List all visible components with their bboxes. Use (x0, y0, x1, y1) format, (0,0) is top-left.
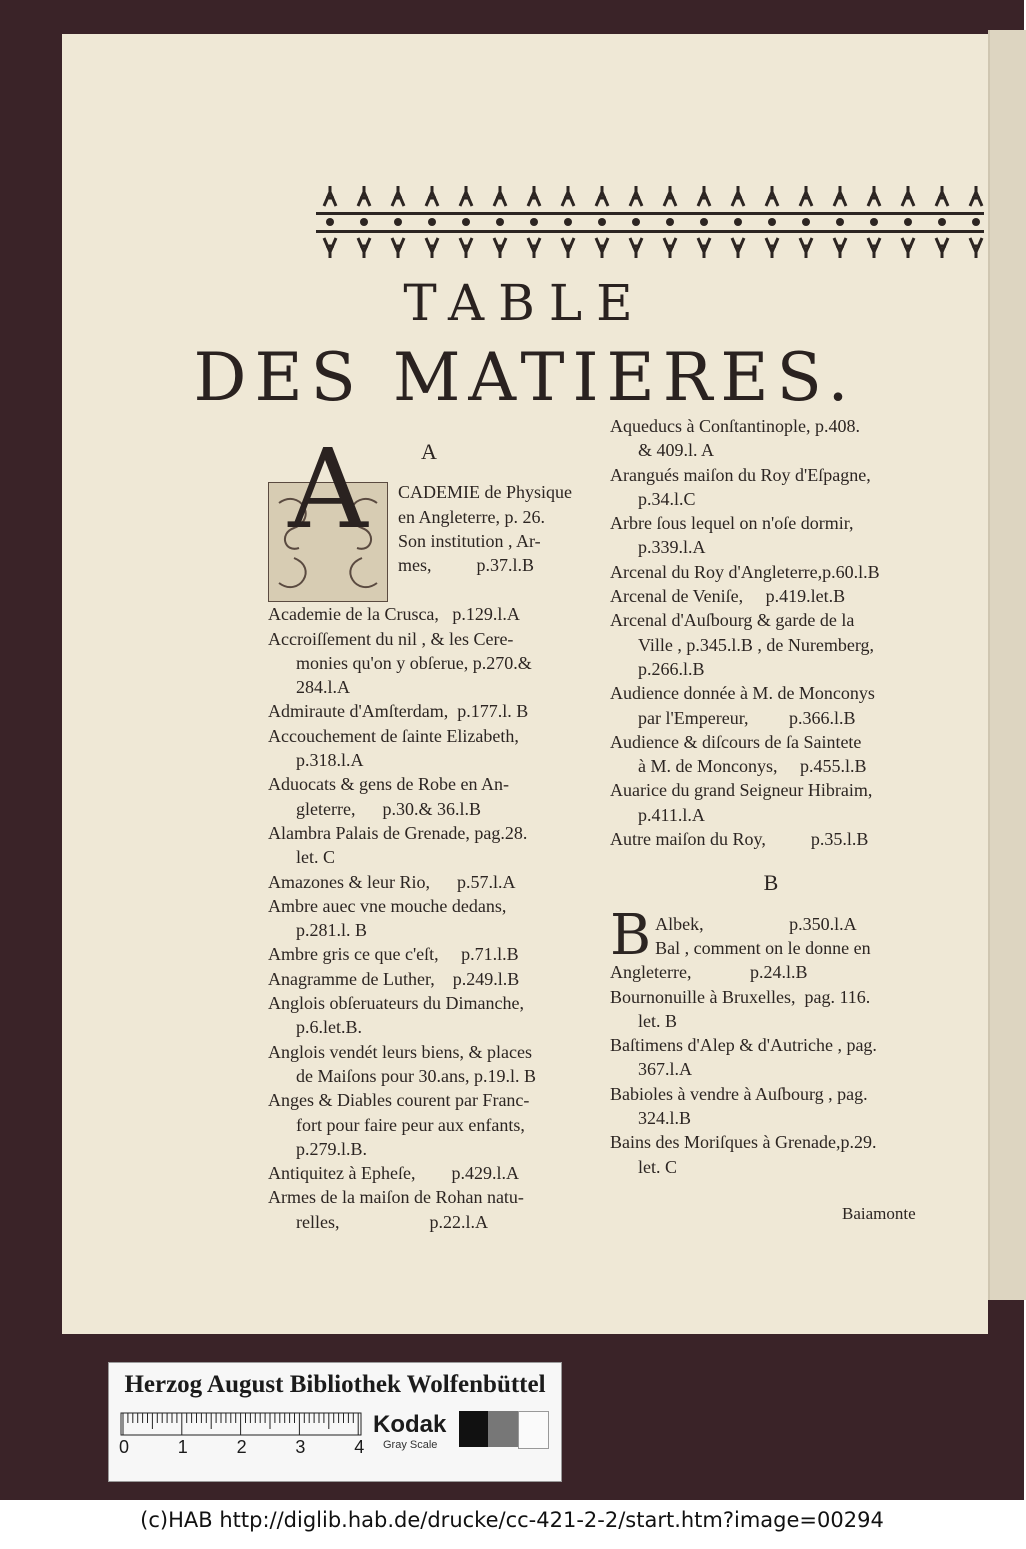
index-entry-line: mes, p.37.l.B (398, 555, 535, 576)
fleuron-icon (834, 238, 846, 258)
index-entry-line: Arbre ſous lequel on n'oſe dormir, (610, 513, 854, 534)
fleuron-icon (766, 238, 778, 258)
index-entry (268, 602, 590, 626)
fleuron-icon (562, 238, 574, 258)
index-entry-line: à M. de Monconys, p.455.l.B (638, 756, 867, 777)
index-entry-line: p.266.l.B (638, 658, 705, 679)
index-entry (268, 1040, 590, 1089)
index-entry-line: monies qu'on y obſerue, p.270.& (296, 652, 532, 673)
index-entry (268, 967, 590, 991)
index-entry-line: Audience donnée à M. de Monconys (610, 683, 875, 704)
fleuron-icon (800, 238, 812, 258)
fleuron-icon (664, 186, 676, 206)
index-entry (610, 730, 932, 779)
fleuron-icon (324, 186, 336, 206)
index-entry-line: Auarice du grand Seigneur Hibraim, (610, 780, 873, 801)
index-entry-line: Admiraute d'Amſterdam, p.177.l. B (268, 701, 529, 722)
index-entry-line: Alambra Palais de Grenade, pag.28. (268, 822, 528, 843)
title-des-matieres: DES MATIERES. (193, 339, 857, 416)
ruler-number: 0 (119, 1437, 130, 1457)
fleuron-icon (358, 186, 370, 206)
index-entry (610, 511, 932, 560)
fleuron-icon (766, 186, 778, 206)
ornament-dot (700, 218, 708, 226)
ornament-dot (802, 218, 810, 226)
initial-b: B (610, 902, 652, 968)
right-entry-list-a (610, 414, 932, 851)
ruler-scale (119, 1413, 365, 1457)
right-column (610, 414, 932, 1179)
index-entry-line: p.318.l.A (296, 750, 364, 771)
fleuron-icon (834, 186, 846, 206)
index-entry-line: Ville , p.345.l.B , de Nuremberg, (638, 634, 875, 655)
fleuron-icon (902, 238, 914, 258)
index-entry-line: Accouchement de ſainte Elizabeth, (268, 725, 519, 746)
title-table: TABLE (403, 274, 647, 332)
fleuron-icon (868, 186, 880, 206)
index-entry-line: let. B (638, 1010, 677, 1031)
index-entry (268, 1185, 590, 1234)
index-entry-line: 324.l.B (638, 1108, 692, 1129)
index-entry-line: gleterre, p.30.& 36.l.B (296, 798, 481, 819)
index-entry-line: Arcenal du Roy d'Angleterre,p.60.l.B (610, 561, 880, 582)
index-entry (268, 942, 590, 966)
index-entry-line: let. C (638, 1156, 677, 1177)
index-entry (268, 991, 590, 1040)
index-entry (268, 627, 590, 700)
index-entry (268, 1161, 590, 1185)
index-entry-line: Albek, p.350.l.A (655, 913, 857, 934)
library-color-target (108, 1362, 562, 1482)
left-column (268, 425, 590, 1234)
ornament-dot (904, 218, 912, 226)
fleuron-icon (970, 186, 982, 206)
index-entry-line: Arcenal d'Auſbourg & garde de la (610, 610, 855, 631)
fleuron-icon (392, 238, 404, 258)
index-entry-line: 367.l.A (638, 1059, 692, 1080)
index-entry (610, 1033, 932, 1082)
fleuron-icon (460, 186, 472, 206)
facing-page-edge (988, 30, 1026, 1300)
library-name: Herzog August Bibliothek Wolfenbüttel (124, 1371, 546, 1398)
index-entry-line: Amazones & leur Rio, p.57.l.A (268, 871, 516, 892)
left-entry-list (268, 602, 590, 1234)
first-entry-block (268, 425, 590, 602)
ornament-dot (530, 218, 538, 226)
first-b-entry-block (610, 902, 932, 985)
ornament-dot (598, 218, 606, 226)
fleuron-icon (494, 238, 506, 258)
fleuron-icon (936, 238, 948, 258)
index-entry (610, 560, 932, 584)
index-entry (610, 414, 932, 463)
index-entry-line: Anges & Diables courent par Franc- (268, 1090, 530, 1111)
dropcap-letter: A (288, 425, 368, 554)
ornament-dot (768, 218, 776, 226)
section-letter-a: A (421, 439, 437, 464)
entry-balbek (610, 902, 932, 985)
index-entry-line: p.339.l.A (638, 537, 706, 558)
index-entry-line: p.34.l.C (638, 488, 696, 509)
index-entry-line: p.281.l. B (296, 920, 368, 941)
index-entry (268, 821, 590, 870)
index-entry-line: Audience & diſcours de ſa Saintete (610, 731, 862, 752)
index-entry-line: Autre maiſon du Roy, p.35.l.B (610, 829, 869, 850)
index-entry (610, 1082, 932, 1131)
index-entry-line: de Maiſons pour 30.ans, p.19.l. B (296, 1065, 536, 1086)
printer-ornament-band (316, 184, 984, 260)
swatch-black (459, 1411, 488, 1447)
fleuron-icon (528, 238, 540, 258)
index-entry-line: Armes de la maiſon de Rohan natu- (268, 1187, 524, 1208)
fleuron-icon (902, 186, 914, 206)
gray-scale-label: Gray Scale (383, 1439, 438, 1451)
index-entry-line: Antiquitez à Epheſe, p.429.l.A (268, 1163, 519, 1184)
fleuron-icon (970, 238, 982, 258)
ornament-dot (394, 218, 402, 226)
fleuron-icon (596, 186, 608, 206)
index-entry-line: Bains des Moriſques à Grenade,p.29. (610, 1132, 877, 1153)
ornament-dot (836, 218, 844, 226)
index-entry (610, 681, 932, 730)
index-entry (610, 1130, 932, 1179)
fleuron-icon (460, 238, 472, 258)
index-entry-line: Bal , comment on le donne en (655, 937, 871, 958)
right-entry-list-b (610, 985, 932, 1179)
index-entry-line: Arcenal de Veniſe, p.419.let.B (610, 586, 846, 607)
index-entry-line: p.6.let.B. (296, 1017, 362, 1038)
index-entry (268, 699, 590, 723)
index-entry-line: Bournonuille à Bruxelles, pag. 116. (610, 986, 871, 1007)
index-entry-line: 284.l.A (296, 677, 350, 698)
fleuron-icon (324, 238, 336, 258)
gray-swatches (459, 1411, 549, 1447)
index-entry-line: CADEMIE de Physique (398, 482, 572, 503)
fleuron-icon (494, 186, 506, 206)
ornament-dot (326, 218, 334, 226)
index-entry-line: Anagramme de Luther, p.249.l.B (268, 968, 520, 989)
ornament-dot (666, 218, 674, 226)
index-entry (268, 772, 590, 821)
source-url: (c)HAB http://diglib.hab.de/drucke/cc-421-2-2/start.htm?image=00294 (140, 1508, 884, 1532)
index-entry-line: p.279.l.B. (296, 1138, 368, 1159)
index-entry-line: Babioles à vendre à Auſbourg , pag. (610, 1083, 868, 1104)
fleuron-icon (732, 186, 744, 206)
swatch-white (518, 1411, 549, 1449)
index-entry-line: & 409.l. A (638, 440, 715, 461)
section-letter-b: B (763, 870, 779, 896)
index-entry-line: Aduocats & gens de Robe en An- (268, 774, 509, 795)
index-entry-line: par l'Empereur, p.366.l.B (638, 707, 856, 728)
index-entry (610, 584, 932, 608)
index-entry-line: Aqueducs à Conſtantinople, p.408. (610, 416, 860, 436)
ruler-number: 1 (177, 1437, 188, 1457)
index-entry-line: Arangués maiſon du Roy d'Eſpagne, (610, 464, 871, 485)
fleuron-icon (936, 186, 948, 206)
index-entry-line: relles, p.22.l.A (296, 1211, 488, 1232)
fleuron-icon (392, 186, 404, 206)
index-entry-line: Ambre gris ce que c'eſt, p.71.l.B (268, 944, 519, 965)
ruler-number: 2 (236, 1437, 247, 1457)
book-page (62, 34, 988, 1334)
fleuron-icon (630, 186, 642, 206)
fleuron-icon (698, 186, 710, 206)
index-entry-line: Angleterre, p.24.l.B (610, 962, 808, 983)
index-entry (268, 724, 590, 773)
fleuron-icon (358, 238, 370, 258)
ruler-number: 4 (354, 1437, 365, 1457)
kodak-logo: Kodak (373, 1411, 447, 1438)
ornament-dot (632, 218, 640, 226)
ornament-dot (462, 218, 470, 226)
fleuron-icon (528, 186, 540, 206)
index-entry-line: p.411.l.A (638, 804, 705, 825)
fleuron-icon (630, 238, 642, 258)
fleuron-icon (698, 238, 710, 258)
index-entry-line: fort pour faire peur aux enfants, (296, 1114, 525, 1135)
fleuron-icon (426, 186, 438, 206)
fleuron-icon (664, 238, 676, 258)
index-entry-line: Anglois obſeruateurs du Dimanche, (268, 993, 524, 1014)
index-entry (610, 463, 932, 512)
ornament-dot (360, 218, 368, 226)
index-entry (268, 870, 590, 894)
catchword: Baiamonte (842, 1204, 916, 1223)
decorated-initial (268, 425, 388, 602)
index-entry (268, 1088, 590, 1161)
ornament-dot (972, 218, 980, 226)
index-entry (610, 608, 932, 681)
index-entry-line: let. C (296, 847, 335, 868)
ornament-dot (428, 218, 436, 226)
index-entry-line: Academie de la Crusca, p.129.l.A (268, 604, 520, 625)
fleuron-icon (562, 186, 574, 206)
ornament-dot (734, 218, 742, 226)
fleuron-icon (596, 238, 608, 258)
ornament-dot (870, 218, 878, 226)
index-entry (610, 985, 932, 1034)
fleuron-icon (800, 186, 812, 206)
index-entry-line: Accroiſſement du nil , & les Cere- (268, 628, 514, 649)
ornament-dot (564, 218, 572, 226)
index-entry-line: en Angleterre, p. 26. (398, 506, 545, 527)
index-entry-line: Ambre auec vne mouche dedans, (268, 895, 507, 916)
index-entry (268, 894, 590, 943)
index-entry (610, 778, 932, 827)
swatch-gray (488, 1411, 517, 1447)
fleuron-icon (426, 238, 438, 258)
index-entry-line: Son institution , Ar- (398, 530, 541, 551)
index-entry-line: Baſtimens d'Alep & d'Autriche , pag. (610, 1035, 877, 1056)
fleuron-icon (868, 238, 880, 258)
ornament-dot (938, 218, 946, 226)
ornament-dot (496, 218, 504, 226)
index-entry (610, 827, 932, 851)
fleuron-icon (732, 238, 744, 258)
index-entry-line: Anglois vendét leurs biens, & places (268, 1041, 532, 1062)
ruler-number: 3 (295, 1437, 306, 1457)
